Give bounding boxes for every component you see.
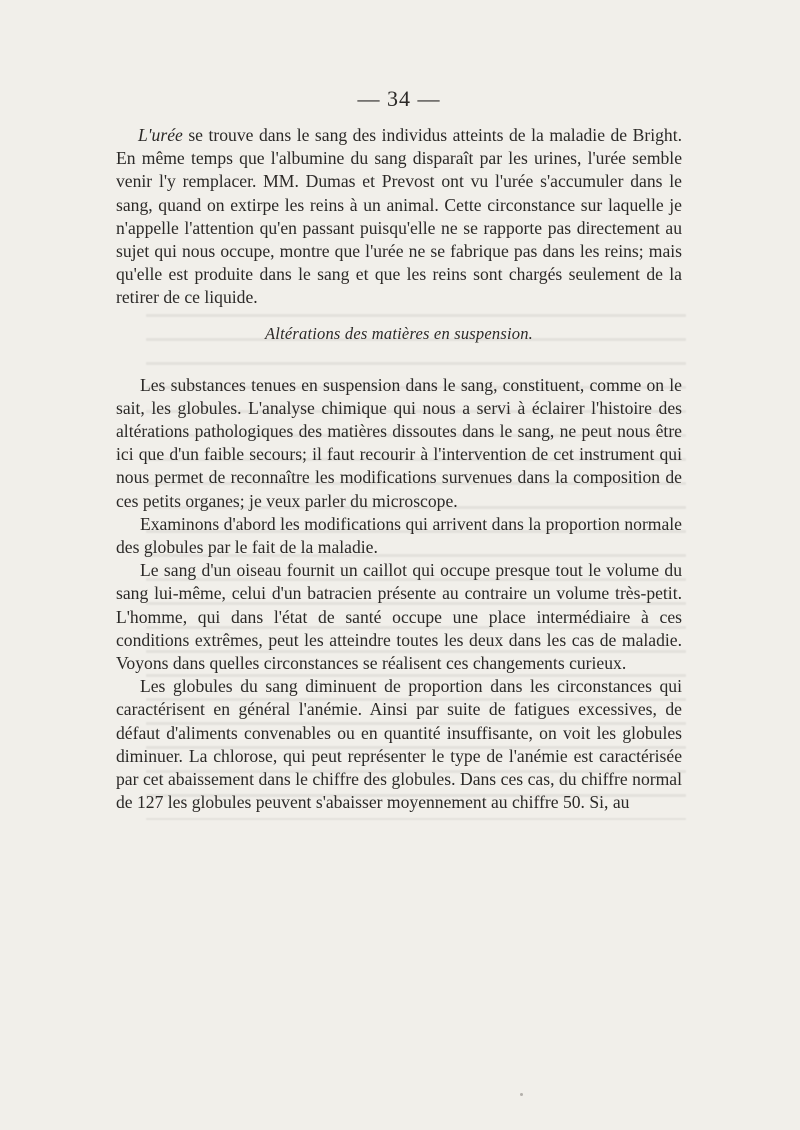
lead-term: L'urée bbox=[138, 125, 183, 145]
paper-speck bbox=[520, 1093, 523, 1096]
paragraph-uree bbox=[116, 124, 682, 310]
paragraph-globules: Les globules du sang diminuent de proportion dans les circonstances qui caractérisent en général l'anémie. Ainsi par suite de fatigues excessives, de défaut d'aliments convenables ou en quantité insuffisante, on voit les globules diminuer. La chlorose, qui peut représenter le type de l'anémie est caractérisée par cet abaissement dans le chiffre des globules. Dans ces cas, du chiffre normal de 127 les globules peuvent s'abaisser moyennement au chiffre 50. Si, au bbox=[116, 676, 682, 813]
paragraph-text: se trouve dans le sang des individus atteints de la maladie de Bright. En même temps que l'albumine du sang disparaît par les urines, l'urée semble venir l'y remplacer. MM. Dumas et Prevost ont vu l'urée s'accumuler dans le sang, quand on extirpe les reins à un animal. Cette circonstance sur laquelle je n'appelle l'attention qu'en passant puisqu'elle ne se rapporte pas directement au sujet qui nous occupe, montre que l'urée ne se fabrique pas dans les reins; mais qu'elle est produite dans le sang et que les reins sont chargés seulement de la retirer de ce liquide. bbox=[116, 125, 682, 308]
paragraph-oiseau: Le sang d'un oiseau fournit un caillot qui occupe presque tout le volume du sang lui-même, celui d'un batracien présente au contraire un volume très-petit. L'homme, qui dans l'état de santé occupe une place intermédiaire à ces conditions extrêmes, peut les atteindre toutes les deux dans les cas de maladie. Voyons dans quelles circonstances se réalisent ces changements curieux. bbox=[116, 560, 682, 674]
paragraph-substances: Les substances tenues en suspension dans le sang, constituent, comme on le sait, les globules. L'analyse chimique qui nous a servi à éclairer l'histoire des altérations pathologiques des matières dissoutes dans le sang, ne peut nous être ici que d'un faible secours; il faut recourir à l'intervention de cet instrument qui nous permet de reconnaître les modifications survenues dans la composition de ces petits organes; je veux parler du microscope. bbox=[116, 374, 682, 511]
section-heading: Altérations des matières en suspension. bbox=[265, 323, 533, 343]
page-number: — 34 — bbox=[357, 86, 441, 111]
paragraph-examinons: Examinons d'abord les modifications qui arrivent dans la proportion normale des globules par le fait de la maladie. bbox=[116, 513, 682, 558]
